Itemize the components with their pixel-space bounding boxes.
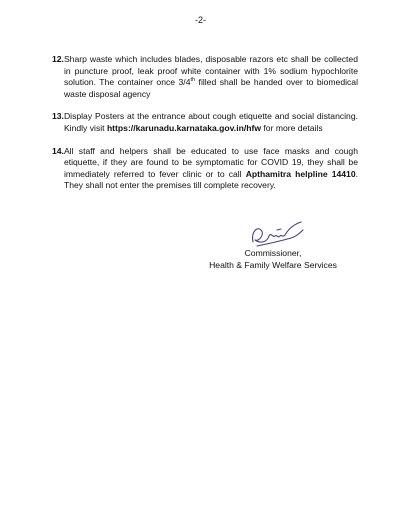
helpline-text: Apthamitra helpline 14410: [245, 168, 356, 179]
item-text-part: Display Posters at the entrance about cough etiquette and social distancing. Kindly visit: [63, 111, 358, 133]
item-text: [64, 111, 358, 134]
item-text-part: . They shall not enter the premises till complete recovery.: [63, 168, 358, 191]
item-number: 14.: [52, 145, 64, 156]
list-item-13: [52, 111, 358, 134]
item-number: 12.: [52, 54, 64, 64]
website-link[interactable]: https://karunadu.karnataka.gov.in/hfw: [106, 122, 262, 133]
signatory-title: Commissioner,: [244, 248, 302, 258]
page-number: -2-: [195, 15, 206, 25]
instruction-list: [52, 54, 358, 203]
list-item-12: [52, 54, 358, 100]
item-text-part: Sharp waste which includes blades, disposable razors etc shall be collected in puncture proof, leak proof white container with 1% sodium hypochlorite solution. The container once 3/4: [63, 54, 358, 88]
item-text-part: for more details: [261, 122, 323, 133]
item-text: [64, 54, 358, 100]
signature-block: [185, 247, 361, 271]
signatory-department: Health & Family Welfare Services: [209, 260, 337, 270]
item-text-part: filled shall be handed over to biomedical waste disposal agency: [63, 77, 358, 99]
superscript: th: [190, 77, 196, 84]
item-text: [64, 146, 358, 192]
list-item-14: [52, 146, 358, 192]
item-number: 13.: [52, 111, 64, 122]
item-text-part: All staff and helpers shall be educated to use face masks and cough etiquette, if they are found to be symptomatic for COVID 19, they shall be immediately referred to fever clinic or to call: [63, 145, 358, 179]
